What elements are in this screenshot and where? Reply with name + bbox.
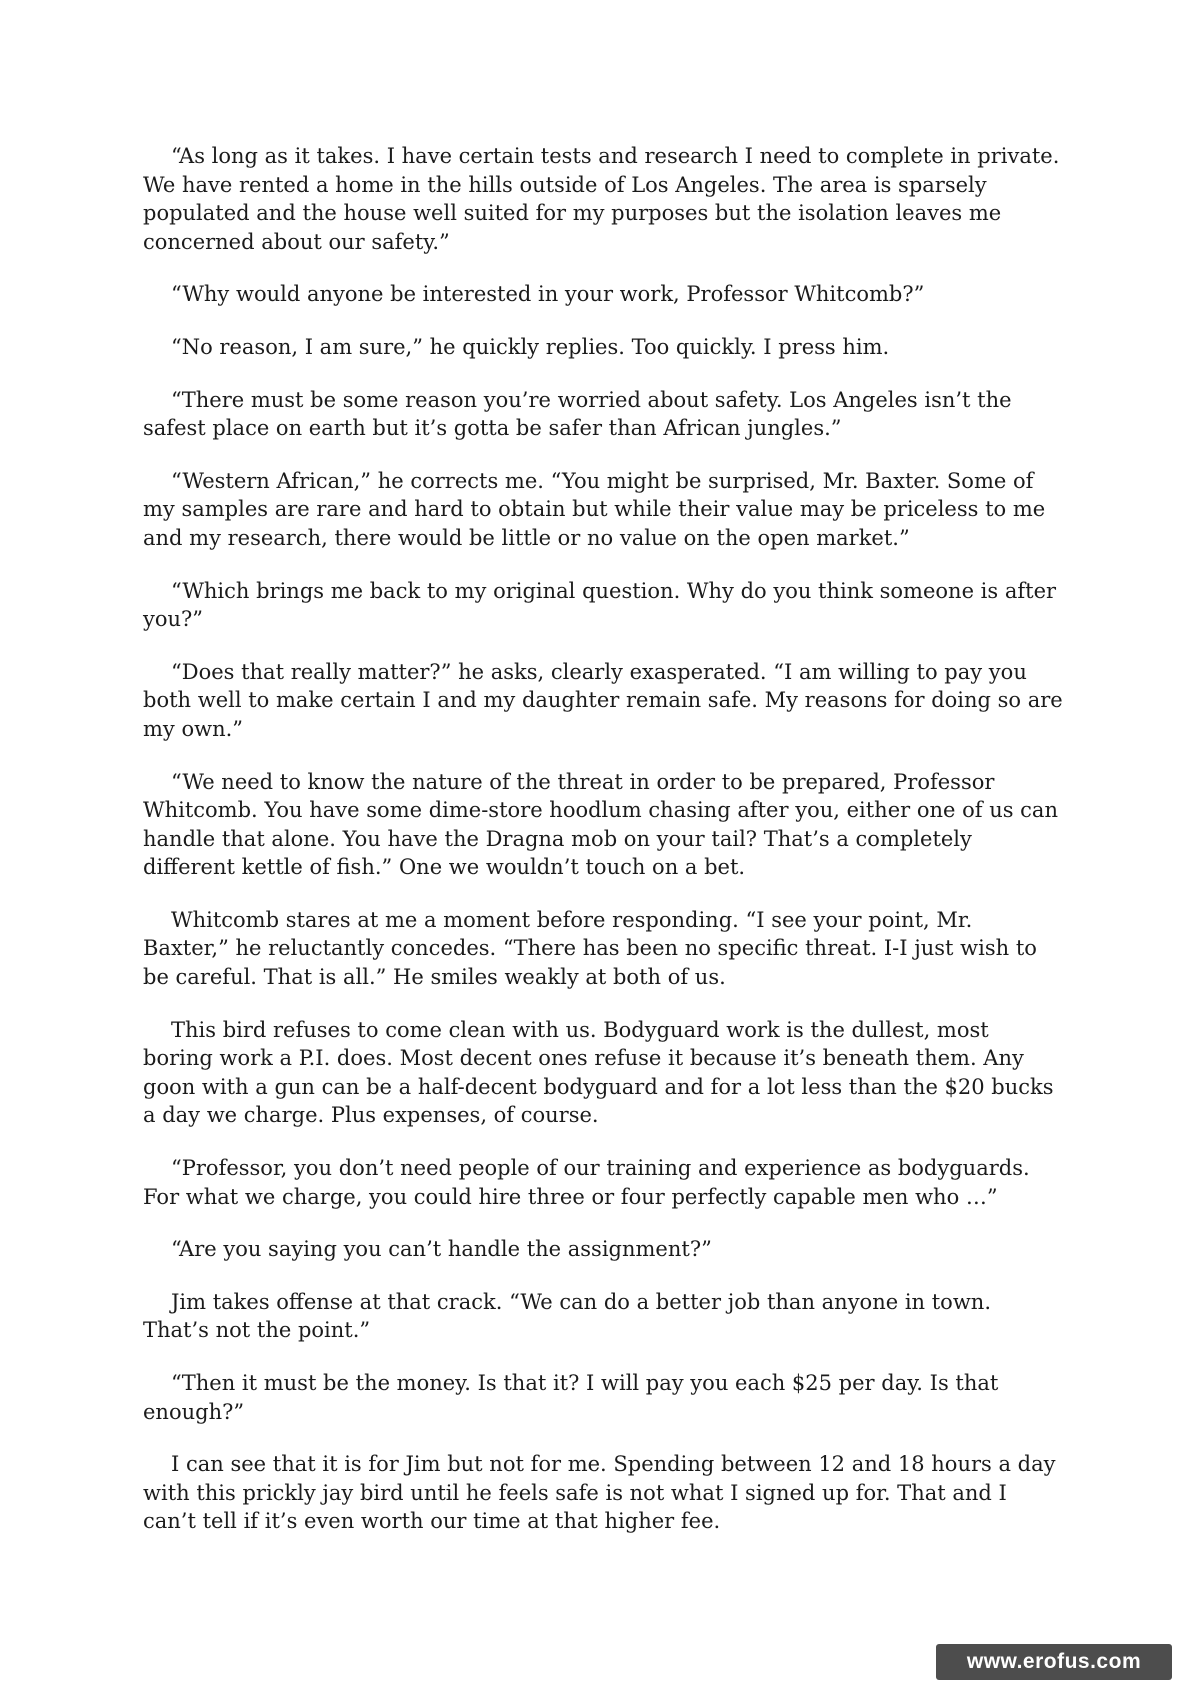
paragraph: “Why would anyone be interested in your work, Professor Whitcomb?”: [171, 282, 925, 307]
watermark-text: www.erofus.com: [966, 1650, 1142, 1673]
paragraph: “Western African,” he corrects me. “You might be surprised, Mr. Baxter. Some of my samples are rare and hard to obtain but while their value may be priceless to me and my research, there would be little or no value on the open market.”: [143, 468, 1046, 550]
paragraph: “As long as it takes. I have certain tests and research I need to complete in private. We have rented a home in the hills outside of Los Angeles. The area is sparsely populated and the house well suited for my purposes but the isolation leaves me concerned about our safety.”: [143, 144, 1060, 254]
paragraph: I can see that it is for Jim but not for me. Spending between 12 and 18 hours a day with this prickly jay bird until he feels safe is not what I signed up for. That and I can’t tell if it’s even worth our time at that higher fee.: [143, 1452, 1056, 1534]
body-text: [143, 142, 1063, 1560]
paragraph: “Which brings me back to my original question. Why do you think someone is after you?”: [143, 578, 1057, 632]
paragraph: Jim takes offense at that crack. “We can do a better job than anyone in town. That’s not the point.”: [143, 1289, 992, 1343]
paragraph: “Are you saying you can’t handle the assignment?”: [171, 1237, 712, 1262]
paragraph: “Does that really matter?” he asks, clearly exasperated. “I am willing to pay you both well to make certain I and my daughter remain safe. My reasons for doing so are my own.”: [143, 659, 1063, 741]
watermark-badge: [936, 1644, 1172, 1680]
paragraph: Whitcomb stares at me a moment before responding. “I see your point, Mr. Baxter,” he reluctantly concedes. “There has been no specific threat. I-I just wish to be careful. That is all.” He smiles weakly at both of us.: [143, 907, 1037, 990]
paragraph: “There must be some reason you’re worried about safety. Los Angeles isn’t the safest place on earth but it’s gotta be safer than African jungles.”: [143, 387, 1012, 441]
paragraph: “We need to know the nature of the threat in order to be prepared, Professor Whitcomb. You have some dime-store hoodlum chasing after you, either one of us can handle that alone. You have the Dragna mob on your tail? That’s a completely different kettle of fish.” One we wouldn’t touch on a bet.: [143, 769, 1058, 880]
paragraph: “No reason, I am sure,” he quickly replies. Too quickly. I press him.: [171, 334, 890, 359]
paragraph: “Professor, you don’t need people of our training and experience as bodyguards. For what we charge, you could hire three or four perfectly capable men who …”: [143, 1156, 1030, 1209]
paragraph: “Then it must be the money. Is that it? I will pay you each $25 per day. Is that enough?”: [143, 1371, 999, 1424]
paragraph: This bird refuses to come clean with us. Bodyguard work is the dullest, most boring work a P.I. does. Most decent ones refuse it because it’s beneath them. Any goon with a gun can be a half-decent bodyguard and for a lot less than the $20 bucks a day we charge. Plus expenses, of course.: [143, 1017, 1054, 1128]
